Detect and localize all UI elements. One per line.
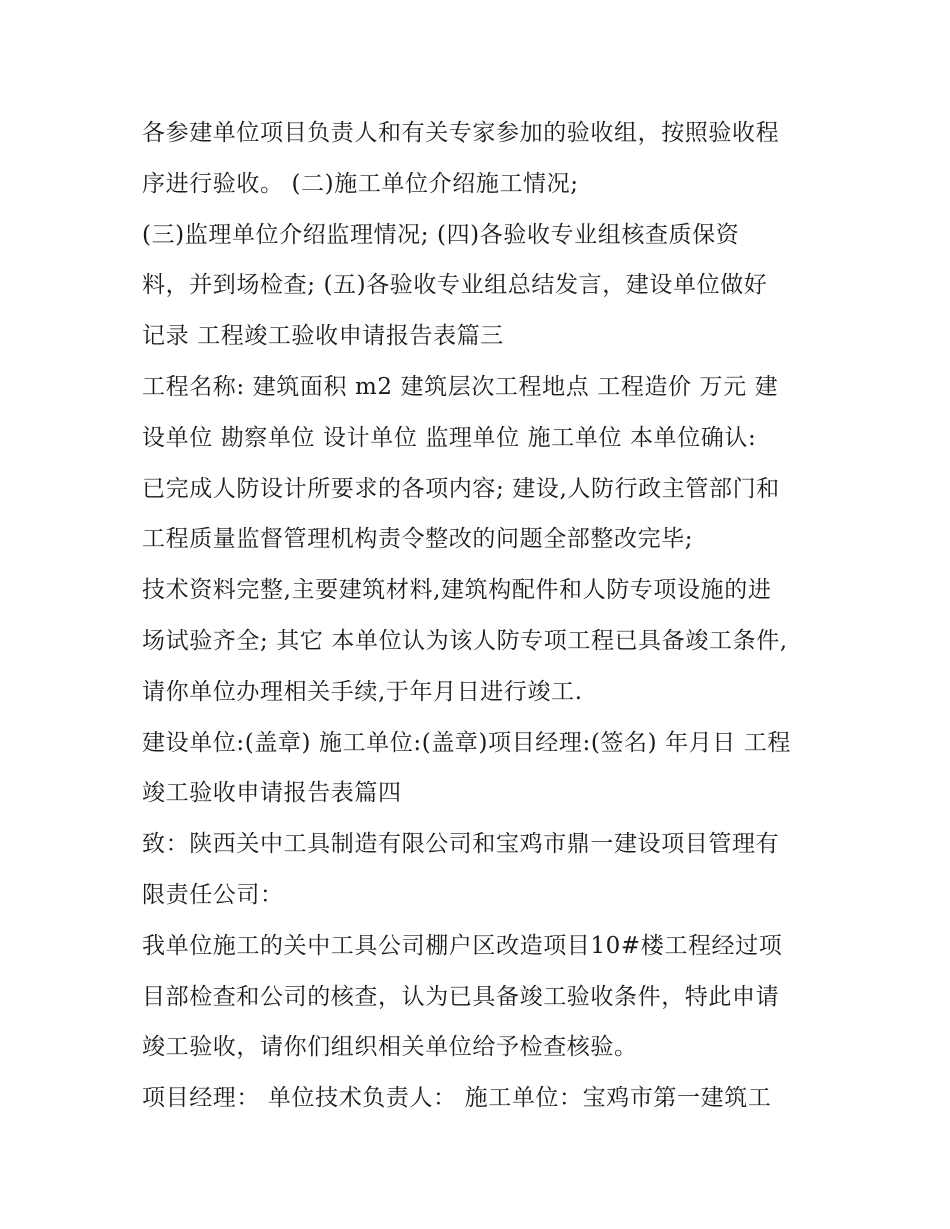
text-line: 项目经理： 单位技术负责人： 施工单位：宝鸡市第一建筑工 bbox=[142, 1085, 772, 1112]
text-line: 各参建单位项目负责人和有关专家参加的验收组，按照验收程 bbox=[142, 120, 780, 146]
document-body bbox=[142, 108, 832, 1124]
text-line: 技术资料完整,主要建筑材料,建筑构配件和人防专项设施的进 bbox=[142, 577, 772, 604]
text-line: 工程质量监督管理机构责令整改的问题全部整改完毕; bbox=[142, 526, 694, 553]
text-line: 建设单位:(盖章) 施工单位:(盖章)项目经理:(签名) 年月日 工程 bbox=[142, 729, 792, 756]
text-line: 工程名称: 建筑面积 m2 建筑层次工程地点 工程造价 万元 建 bbox=[142, 373, 779, 400]
text-line: 我单位施工的关中工具公司棚户区改造项目10#楼工程经过项 bbox=[142, 932, 783, 959]
text-line: 料，并到场检查; (五)各验收专业组总结发言，建设单位做好 bbox=[142, 272, 768, 299]
text-line: 竣工验收申请报告表篇四 bbox=[142, 780, 402, 807]
text-line: 致：陕西关中工具制造有限公司和宝鸡市鼎一建设项目管理有 bbox=[142, 831, 780, 858]
text-line: 请你单位办理相关手续,于年月日进行竣工. bbox=[142, 678, 583, 705]
text-line: 序进行验收。 (二)施工单位介绍施工情况; bbox=[142, 170, 579, 197]
text-line: 目部检查和公司的核查，认为已具备竣工验收条件，特此申请 bbox=[142, 983, 780, 1010]
text-line: 记录 工程竣工验收申请报告表篇三 bbox=[142, 323, 504, 350]
text-line: 已完成人防设计所要求的各项内容; 建设,人防行政主管部门和 bbox=[142, 475, 780, 502]
text-line: (三)监理单位介绍监理情况; (四)各验收专业组核查质保资 bbox=[142, 221, 740, 248]
text-line: 限责任公司： bbox=[142, 881, 284, 908]
text-line: 竣工验收，请你们组织相关单位给予检查核验。 bbox=[142, 1034, 638, 1061]
text-line: 场试验齐全; 其它 本单位认为该人防专项工程已具备竣工条件, bbox=[142, 627, 788, 654]
text-line: 设单位 勘察单位 设计单位 监理单位 施工单位 本单位确认: bbox=[142, 424, 757, 451]
